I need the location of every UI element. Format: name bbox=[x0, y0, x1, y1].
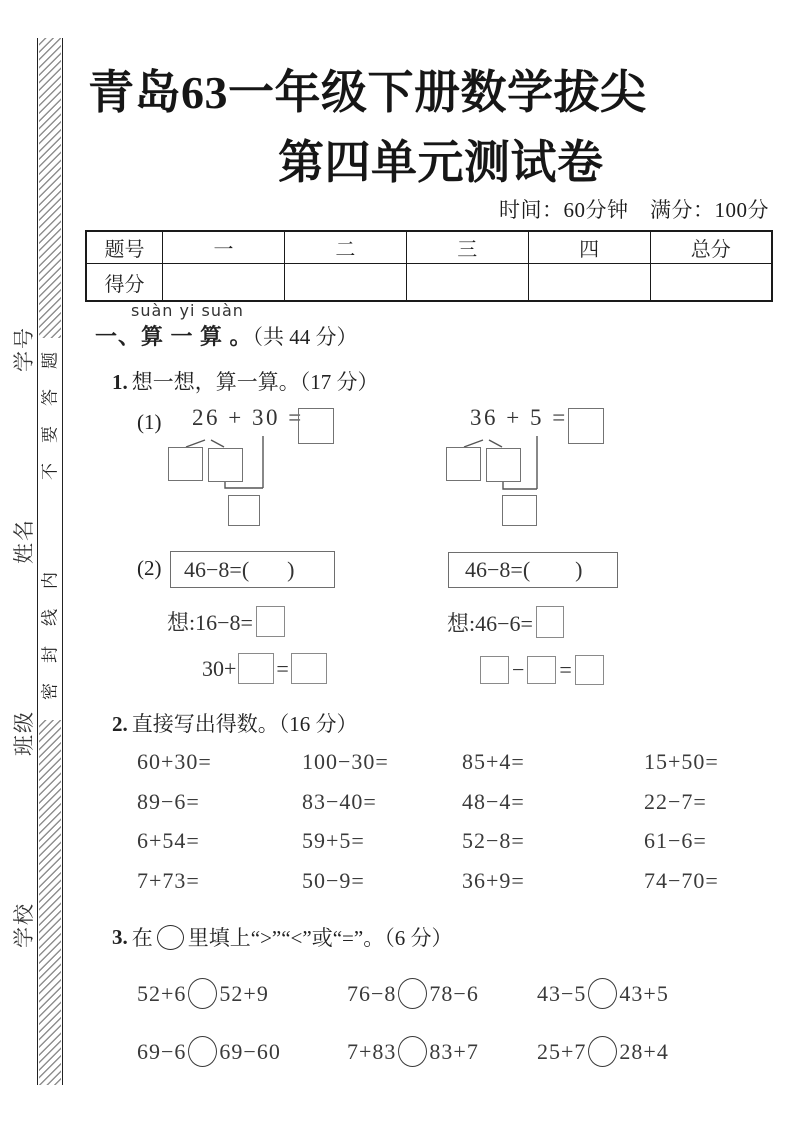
equals-sign: = bbox=[276, 655, 289, 681]
seal-char: 要 bbox=[40, 426, 60, 443]
comparison-problem bbox=[347, 1036, 537, 1067]
math-problem: 89−6= bbox=[137, 788, 200, 814]
score-cell-empty bbox=[528, 264, 650, 302]
score-header-cell: 二 bbox=[284, 231, 406, 264]
field-blank-line bbox=[13, 784, 38, 902]
comparison-circle bbox=[588, 978, 617, 1009]
math-problem: 60+30= bbox=[137, 749, 212, 774]
field-label-name: 姓名 bbox=[12, 518, 36, 564]
think-expression: 想:46−6= bbox=[447, 610, 533, 636]
score-header-cell: 题号 bbox=[86, 231, 163, 264]
score-header-cell: 总分 bbox=[650, 231, 772, 264]
question2-text: 直接写出得数。（16 分） bbox=[131, 712, 358, 736]
section1-heading bbox=[95, 320, 358, 351]
answer-box bbox=[536, 606, 564, 638]
math-problem: 59+5= bbox=[302, 828, 365, 853]
right-expression: 83+7 bbox=[429, 1038, 479, 1064]
equation-close: ) bbox=[287, 556, 295, 582]
answer-box bbox=[575, 655, 604, 685]
left-expression: 43−5 bbox=[537, 980, 587, 1006]
mental-math-grid bbox=[137, 749, 789, 907]
section1-title: 算 一 算 。 bbox=[141, 324, 253, 349]
comparison-circle bbox=[188, 1036, 217, 1067]
math-problem: 7+73= bbox=[137, 867, 200, 893]
comparison-problem bbox=[137, 1036, 347, 1067]
section1-number: 一、 bbox=[95, 324, 142, 349]
comparison-circle bbox=[398, 1036, 427, 1067]
left-expression: 69−6 bbox=[137, 1038, 187, 1064]
field-label-school: 学校 bbox=[12, 902, 36, 948]
expression-part: 30+ bbox=[202, 655, 237, 681]
decomposition-box bbox=[208, 448, 243, 482]
part1-tag: (1) bbox=[137, 410, 162, 434]
score-table-header-row bbox=[86, 231, 772, 264]
score-cell-empty bbox=[284, 264, 406, 302]
question3-label bbox=[112, 922, 452, 952]
decomposition-box bbox=[502, 495, 537, 526]
answer-box bbox=[291, 653, 327, 684]
equation-open: 46−8=( bbox=[184, 556, 250, 582]
left-expression: 52+6 bbox=[137, 980, 187, 1006]
hatch-pattern-bottom bbox=[39, 720, 61, 1085]
score-row-label: 得分 bbox=[86, 264, 163, 302]
comparison-circle bbox=[188, 978, 217, 1009]
comparison-problem bbox=[537, 978, 669, 1009]
question3-text-pre: 在 bbox=[131, 926, 153, 950]
comparison-row bbox=[137, 978, 669, 1009]
math-problem: 74−70= bbox=[644, 867, 719, 893]
decomposition-box bbox=[486, 448, 521, 482]
right-expression: 78−6 bbox=[429, 980, 479, 1006]
score-cell-empty bbox=[406, 264, 528, 302]
expression-26-plus-30: 26 + 30 = bbox=[192, 405, 304, 430]
comparison-circle bbox=[398, 978, 427, 1009]
seal-text bbox=[38, 342, 62, 710]
think-row-right bbox=[447, 606, 564, 638]
right-expression: 28+4 bbox=[619, 1038, 669, 1064]
section1-pinyin: suàn yi suàn bbox=[131, 301, 244, 320]
boxed-equation-right bbox=[448, 552, 618, 588]
math-problem: 50−9= bbox=[302, 867, 365, 893]
seal-char: 内 bbox=[40, 572, 60, 589]
right-expression: 69−60 bbox=[219, 1038, 281, 1064]
math-problem: 52−8= bbox=[462, 828, 525, 853]
comparison-problem bbox=[137, 978, 347, 1009]
equation-close: ) bbox=[575, 557, 583, 582]
page-title-line1: 青岛63一年级下册数学拔尖 bbox=[88, 67, 647, 118]
right-expression: 43+5 bbox=[619, 980, 669, 1006]
comparison-problem bbox=[537, 1036, 669, 1067]
follow-row-left bbox=[202, 653, 329, 684]
decomposition-box bbox=[168, 447, 203, 481]
math-problem: 85+4= bbox=[462, 749, 525, 774]
question1-number: 1. bbox=[112, 370, 128, 394]
answer-box bbox=[298, 408, 334, 444]
follow-row-right bbox=[477, 655, 607, 685]
think-row-left bbox=[167, 606, 285, 637]
exam-meta: 时间：60分钟 满分：100分 bbox=[499, 198, 769, 222]
score-table-score-row bbox=[86, 264, 772, 302]
left-expression: 25+7 bbox=[537, 1038, 587, 1064]
seal-char: 密 bbox=[40, 683, 60, 700]
seal-char: 答 bbox=[40, 389, 60, 406]
answer-box bbox=[527, 656, 556, 684]
score-header-cell: 一 bbox=[163, 231, 285, 264]
question1-label bbox=[112, 366, 379, 396]
score-header-cell: 四 bbox=[528, 231, 650, 264]
part2-tag: (2) bbox=[137, 556, 162, 580]
seal-strip bbox=[37, 38, 63, 1085]
equation-open: 46−8=( bbox=[465, 557, 531, 582]
answer-box bbox=[238, 653, 274, 684]
score-header-cell: 三 bbox=[406, 231, 528, 264]
decomposition-diagram-right bbox=[418, 403, 633, 535]
left-expression: 76−8 bbox=[347, 980, 397, 1006]
boxed-equation-left bbox=[170, 551, 335, 588]
score-cell-empty bbox=[163, 264, 285, 302]
math-problem: 48−4= bbox=[462, 788, 525, 814]
minus-sign: − bbox=[512, 657, 525, 682]
comparison-problem bbox=[347, 978, 537, 1009]
comparison-circle bbox=[588, 1036, 617, 1067]
student-info-field-school bbox=[8, 784, 38, 948]
score-cell-empty bbox=[650, 264, 772, 302]
decomposition-diagram-left bbox=[137, 403, 355, 535]
math-problem: 83−40= bbox=[302, 788, 377, 814]
math-problem: 61−6= bbox=[644, 828, 707, 853]
seal-char: 线 bbox=[40, 609, 60, 626]
field-label-number: 学号 bbox=[12, 326, 36, 372]
question3-text-post: 里填上“>”“<”或“=”。（6 分） bbox=[187, 926, 453, 950]
section1-points: （共 44 分） bbox=[252, 325, 358, 349]
question1-text: 想一想，算一算。（17 分） bbox=[131, 370, 379, 394]
equals-sign: = bbox=[559, 657, 572, 682]
question2-label bbox=[112, 708, 358, 738]
answer-box bbox=[480, 656, 509, 684]
page-title-line2: 第四单元测试卷 bbox=[278, 137, 604, 188]
right-expression: 52+9 bbox=[219, 980, 269, 1006]
seal-char: 题 bbox=[40, 352, 60, 369]
left-expression: 7+83 bbox=[347, 1038, 397, 1064]
answer-box bbox=[568, 408, 604, 444]
math-problem: 22−7= bbox=[644, 788, 707, 814]
answer-box bbox=[256, 606, 285, 637]
field-blank-line bbox=[13, 208, 38, 326]
hatch-pattern-top bbox=[39, 38, 61, 338]
score-table bbox=[85, 230, 773, 302]
think-expression: 想:16−8= bbox=[167, 610, 253, 635]
field-label-class: 班级 bbox=[12, 710, 36, 756]
decomposition-box bbox=[228, 495, 260, 526]
student-info-fields bbox=[4, 170, 38, 948]
circle-placeholder-icon bbox=[157, 925, 184, 950]
question2-number: 2. bbox=[112, 712, 128, 736]
student-info-field-number bbox=[8, 208, 38, 372]
math-problem: 100−30= bbox=[302, 749, 389, 774]
question3-number: 3. bbox=[112, 924, 128, 949]
comparison-row bbox=[137, 1036, 669, 1067]
expression-36-plus-5: 36 + 5 = bbox=[470, 405, 568, 430]
seal-char: 不 bbox=[40, 463, 60, 480]
seal-char: 封 bbox=[40, 646, 60, 663]
math-problem: 36+9= bbox=[462, 867, 525, 893]
math-problem: 6+54= bbox=[137, 828, 200, 853]
decomposition-box bbox=[446, 447, 481, 481]
math-problem: 15+50= bbox=[644, 749, 719, 774]
